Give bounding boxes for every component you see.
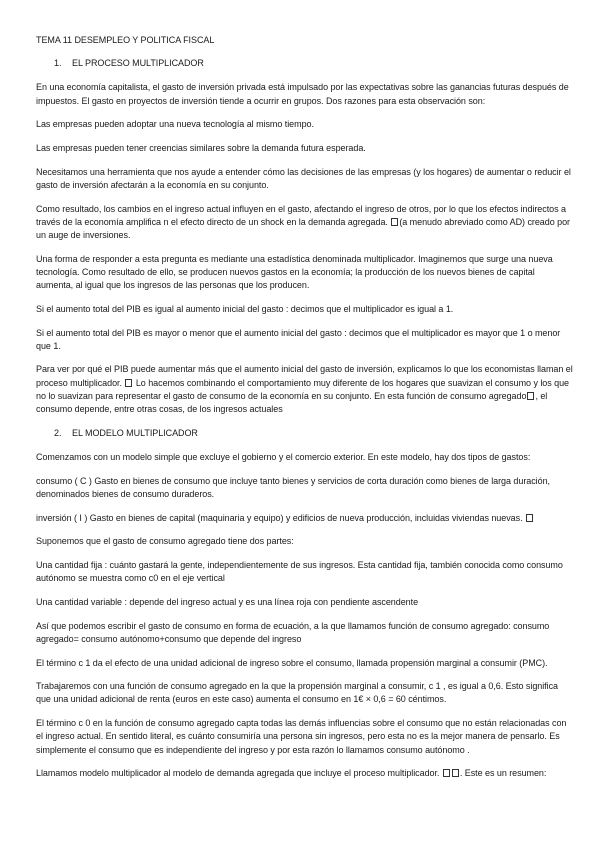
paragraph (36, 451, 574, 464)
paragraph (36, 203, 574, 243)
paragraph (36, 559, 574, 585)
paragraph (36, 680, 574, 706)
paragraph (36, 81, 574, 107)
paragraph (36, 657, 574, 670)
paragraph-text: El término c 0 en la función de consumo agregado capta todas las demás influencias sobre el consumo que no están relacionadas con el ingreso actual. En sentido literal, es cuánto consumiría una persona sin ingresos, pero esta no es la mejor manera de pensarlo. Es simplemente el consumo que es independiente del ingreso y por esta razón lo llamamos consumo autónomo . (36, 718, 567, 755)
missing-glyph-box-icon (443, 769, 450, 777)
section-title: EL PROCESO MULTIPLICADOR (72, 58, 204, 69)
section-number: 2. (54, 427, 62, 438)
paragraph-text: Lo hacemos combinando el comportamiento muy diferente de los hogares que suavizan el consumo y los que no lo suavizan para representar el gasto de consumo de la economía en su conjunto. En esta función de consumo agregado (36, 377, 570, 401)
paragraph-text: Para ver por qué el PIB puede aumentar más que el aumento inicial del gasto de inversión, explicamos lo que los economistas llaman el proceso multiplicador. (36, 364, 573, 388)
paragraph-text: (a menudo abreviado como AD) creado por un auge de inversiones. (36, 216, 570, 241)
paragraph (36, 253, 574, 293)
document-page (36, 34, 574, 791)
paragraph (36, 363, 574, 416)
missing-glyph-box-icon (125, 379, 132, 387)
document-title: TEMA 11 DESEMPLEO Y POLITICA FISCAL (36, 35, 215, 45)
section-number: 1. (54, 58, 62, 69)
document-body (36, 57, 574, 780)
paragraph-text: Necesitamos una herramienta que nos ayude a entender cómo las decisiones de las empresas (y los hogares) de aumentar o reducir el gasto de inversión afectarán a la economía en su conjunto. (36, 166, 571, 190)
paragraph-text: Llamamos modelo multiplicador al modelo de demanda agregada que incluye el proceso multiplicador. (36, 768, 440, 779)
section-heading (36, 57, 574, 70)
missing-glyph-box-icon (527, 392, 534, 400)
paragraph (36, 166, 574, 192)
paragraph (36, 475, 574, 501)
paragraph-text: . Este es un resumen: (459, 768, 547, 779)
paragraph (36, 535, 574, 548)
paragraph-text: inversión ( I ) Gasto en bienes de capital (maquinaria y equipo) y edificios de nueva producción, incluidas viviendas nuevas. (36, 512, 523, 523)
paragraph (36, 717, 574, 757)
paragraph-text: consumo ( C ) Gasto en bienes de consumo que incluye tanto bienes y servicios de corta duración como bienes de larga duración, denominados bienes de consumo duraderos. (36, 475, 550, 499)
paragraph-text: Así que podemos escribir el gasto de consumo en forma de ecuación, a la que llamamos función de consumo agregado: consumo agregado= consumo autónomo+consumo que depende del ingreso (36, 620, 550, 644)
paragraph (36, 596, 574, 609)
paragraph-text: Trabajaremos con una función de consumo agregado en la que la propensión marginal a consumir, c 1 , es igual a 0,6. Esto significa que una unidad adicional de renta (euros en este caso) aumenta el consumo en 1€ × 0,6 = 60 céntimos. (36, 681, 558, 705)
paragraph-text: Una forma de responder a esta pregunta es mediante una estadística denominada multiplicador. Imaginemos que surge una nueva tecnología. Como resultado de ello, se producen nuevos gastos en la economía; la producción de los nuevos bienes de capital aumenta, al igual que los ingresos de las personas que los producen. (36, 253, 553, 291)
paragraph (36, 118, 574, 131)
missing-glyph-box-icon (526, 514, 533, 522)
paragraph (36, 620, 574, 646)
paragraph-text: Una cantidad variable : depende del ingreso actual y es una línea roja con pendiente ascendente (36, 596, 419, 607)
paragraph (36, 767, 574, 780)
paragraph-text: Comenzamos con un modelo simple que excluye el gobierno y el comercio exterior. En este modelo, hay dos tipos de gastos: (36, 451, 531, 462)
paragraph-text: Las empresas pueden tener creencias similares sobre la demanda futura esperada. (36, 143, 366, 154)
missing-glyph-box-icon (452, 769, 459, 777)
paragraph-text: , el consumo depende, entre otras cosas, de los ingresos actuales (36, 390, 548, 415)
paragraph (36, 512, 574, 525)
paragraph (36, 303, 574, 316)
section-title: EL MODELO MULTIPLICADOR (72, 427, 198, 438)
paragraph (36, 327, 574, 353)
paragraph-text: El término c 1 da el efecto de una unidad adicional de ingreso sobre el consumo, llamada propensión marginal a consumir (PMC). (36, 657, 548, 668)
paragraph-text: En una economía capitalista, el gasto de inversión privada está impulsado por las expectativas sobre las ganancias futuras después de impuestos. El gasto en proyectos de inversión tiende a ocurrir en grupos. Dos razones para esta observación son: (36, 82, 569, 106)
paragraph (36, 142, 574, 155)
missing-glyph-box-icon (391, 218, 398, 226)
paragraph-text: Si el aumento total del PIB es mayor o menor que el aumento inicial del gasto : decimos que el multiplicador es mayor que 1 o menor que 1. (36, 327, 561, 351)
paragraph-text: Si el aumento total del PIB es igual al aumento inicial del gasto : decimos que el multiplicador es igual a 1. (36, 303, 454, 314)
section-heading (36, 427, 574, 440)
paragraph-text: Como resultado, los cambios en el ingreso actual influyen en el gasto, afectando el ingreso de otros, por lo que los efectos indirectos a través de la economía amplifica n el efecto directo de un shock en la demanda agregada. (36, 203, 566, 227)
paragraph-text: Las empresas pueden adoptar una nueva tecnología al mismo tiempo. (36, 119, 314, 130)
paragraph-text: Una cantidad fija : cuánto gastará la gente, independientemente de sus ingresos. Esta cantidad fija, también conocida como consumo autónomo se muestra como c0 en el eje vertical (36, 559, 563, 584)
paragraph-text: Suponemos que el gasto de consumo agregado tiene dos partes: (36, 536, 294, 547)
